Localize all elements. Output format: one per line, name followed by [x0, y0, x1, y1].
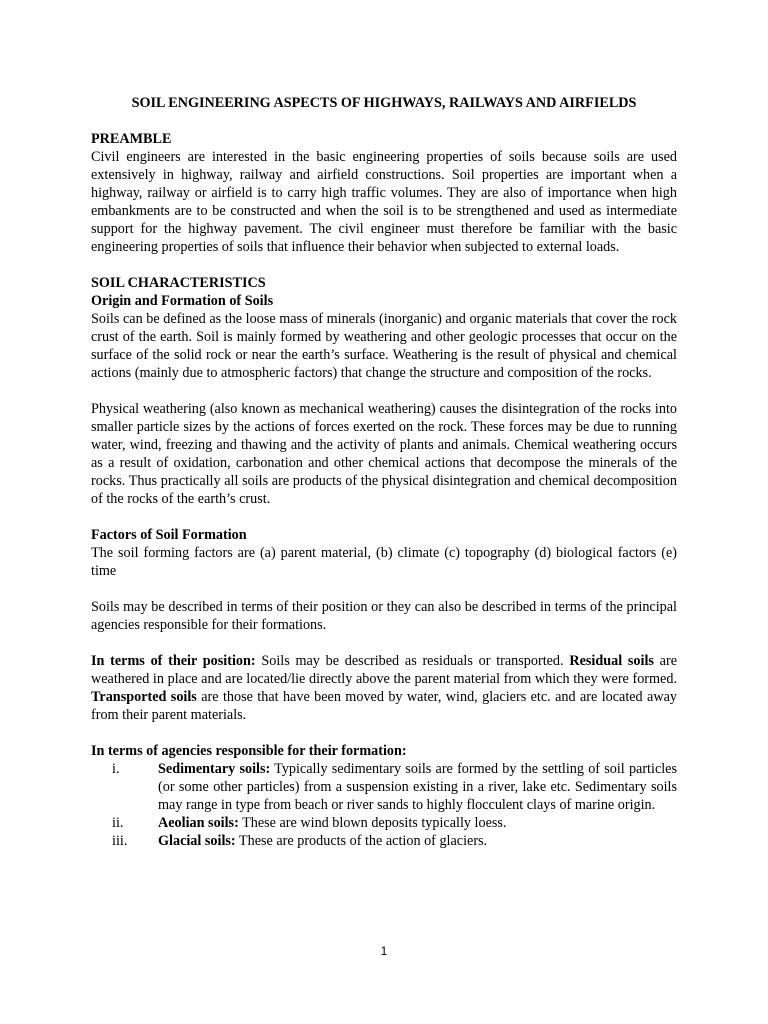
position-text-1: Soils may be described as residuals or transported. — [255, 653, 570, 669]
spacer — [91, 508, 677, 526]
spacer — [91, 724, 677, 742]
aeolian-soils-term: Aeolian soils: — [158, 815, 239, 831]
glacial-soils-term: Glacial soils: — [158, 833, 236, 849]
position-text-2: are weathered in place and are located/lie directly above the parent material from which they were formed. — [91, 653, 677, 687]
spacer — [91, 382, 677, 400]
document-body — [91, 94, 677, 850]
position-lead: In terms of their position: — [91, 653, 256, 669]
list-item-body — [158, 760, 677, 814]
position-text-3: are those that have been moved by water, wind, glaciers etc. and are located away from their parent materials. — [91, 689, 677, 723]
factors-subheading: Factors of Soil Formation — [91, 527, 247, 543]
spacer — [91, 580, 677, 598]
agencies-lead: In terms of agencies responsible for their formation: — [91, 743, 407, 759]
glacial-soils-text: These are products of the action of glaciers. — [235, 833, 488, 849]
list-item-body — [158, 814, 677, 832]
sedimentary-soils-text: Typically sedimentary soils are formed by the settling of soil particles (or some other particles) from a suspension existing in a river, lake etc. Sedimentary soils may range in type from beach or river sands to highly flocculent clays of marine origin. — [158, 761, 677, 813]
position-paragraph — [91, 652, 677, 724]
soil-characteristics-heading: SOIL CHARACTERISTICS — [91, 275, 266, 291]
document-title: SOIL ENGINEERING ASPECTS OF HIGHWAYS, RAILWAYS AND AIRFIELDS — [131, 95, 637, 111]
factors-paragraph-2: Soils may be described in terms of their position or they can also be described in terms of the principal agencies responsible for their formations. — [91, 599, 677, 633]
list-item-body — [158, 832, 677, 850]
origin-paragraph-2: Physical weathering (also known as mechanical weathering) causes the disintegration of the rocks into smaller particle sizes by the actions of forces exerted on the rock. These forces may be due to running water, wind, freezing and thawing and the activity of plants and animals. Chemical weathering occurs as a result of oxidation, carbonation and other chemical actions that decompose the minerals of the rocks. Thus practically all soils are products of the physical disintegration and chemical decomposition of the rocks of the earth’s crust. — [91, 401, 677, 507]
sedimentary-soils-term: Sedimentary soils: — [158, 761, 271, 777]
preamble-paragraph: Civil engineers are interested in the basic engineering properties of soils because soils are used extensively in highway, railway and airfield constructions. Soil properties are important when a highway, railway or airfield is to carry high traffic volumes. They are also of importance when high embankments are to be constructed and when the soil is to be strengthened and used as intermediate support for the highway pavement. The civil engineer must therefore be familiar with the basic engineering properties of soils that influence their behavior when subjected to external loads. — [91, 149, 677, 255]
list-item — [91, 760, 677, 814]
preamble-heading: PREAMBLE — [91, 131, 172, 147]
residual-soils-term: Residual soils — [569, 653, 654, 669]
origin-paragraph-1: Soils can be defined as the loose mass of minerals (inorganic) and organic materials that cover the rock crust of the earth. Soil is mainly formed by weathering and other geologic processes that occur on the surface of the solid rock or near the earth’s surface. Weathering is the result of physical and chemical actions (mainly due to atmospheric factors) that change the structure and composition of the rocks. — [91, 311, 677, 381]
page-number: 1 — [380, 944, 388, 958]
list-marker: i. — [112, 761, 120, 777]
transported-soils-term: Transported soils — [91, 689, 197, 705]
agencies-list — [91, 760, 677, 850]
factors-paragraph-1: The soil forming factors are (a) parent material, (b) climate (c) topography (d) biological factors (e) time — [91, 545, 677, 579]
list-marker: iii. — [112, 833, 128, 849]
origin-formation-subheading: Origin and Formation of Soils — [91, 293, 274, 309]
spacer — [91, 634, 677, 652]
list-item — [91, 832, 677, 850]
list-marker: ii. — [112, 815, 124, 831]
aeolian-soils-text: These are wind blown deposits typically loess. — [238, 815, 507, 831]
spacer — [91, 256, 677, 274]
list-item — [91, 814, 677, 832]
